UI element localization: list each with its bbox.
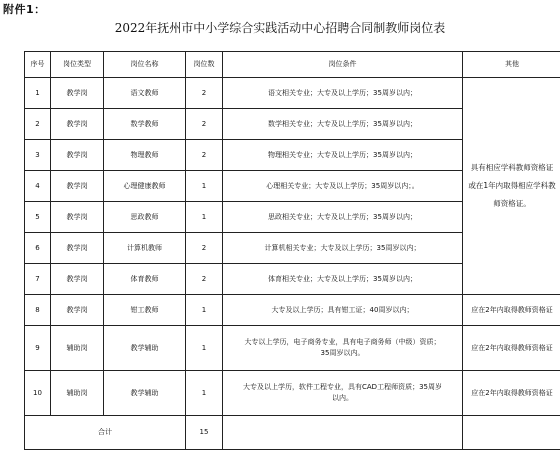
row-no: 1 <box>25 78 51 109</box>
row-name: 教学辅助 <box>104 371 186 416</box>
row-condition: 体育相关专业；大专及以上学历；35周岁以内； <box>223 264 463 295</box>
row-other: 应在2年内取得教师资格证 <box>463 326 560 371</box>
row-no: 10 <box>25 371 51 416</box>
row-count: 1 <box>186 202 223 233</box>
row-type: 教学岗 <box>51 264 104 295</box>
row-type: 教学岗 <box>51 109 104 140</box>
row-type: 教学岗 <box>51 171 104 202</box>
row-no: 4 <box>25 171 51 202</box>
total-label: 合计 <box>25 416 186 450</box>
row-other: 应在2年内取得教师资格证 <box>463 371 560 416</box>
total-condition-empty <box>223 416 463 450</box>
attachment-label: 附件1： <box>3 1 46 17</box>
header-no: 序号 <box>25 52 51 78</box>
row-name: 物理教师 <box>104 140 186 171</box>
table-row <box>25 326 560 371</box>
row-no: 9 <box>25 326 51 371</box>
row-no: 8 <box>25 295 51 326</box>
header-other: 其他 <box>463 52 560 78</box>
merged-other-note: 具有相应学科教师资格证或在1年内取得相应学科教师资格证。 <box>463 78 560 295</box>
row-name: 心理健康教师 <box>104 171 186 202</box>
table-header-row <box>25 52 560 78</box>
total-row <box>25 416 560 450</box>
row-condition: 心理相关专业；大专及以上学历；35周岁以内；。 <box>223 171 463 202</box>
row-count: 2 <box>186 233 223 264</box>
row-count: 1 <box>186 371 223 416</box>
row-no: 7 <box>25 264 51 295</box>
row-name: 教学辅助 <box>104 326 186 371</box>
row-condition: 语文相关专业；大专及以上学历；35周岁以内； <box>223 78 463 109</box>
row-count: 1 <box>186 171 223 202</box>
row-name: 计算机教师 <box>104 233 186 264</box>
table-row <box>25 371 560 416</box>
row-count: 2 <box>186 109 223 140</box>
header-count: 岗位数 <box>186 52 223 78</box>
table-row <box>25 295 560 326</box>
row-type: 教学岗 <box>51 140 104 171</box>
row-no: 2 <box>25 109 51 140</box>
row-condition: 计算机相关专业；大专及以上学历；35周岁以内； <box>223 233 463 264</box>
row-type: 教学岗 <box>51 78 104 109</box>
row-type: 教学岗 <box>51 295 104 326</box>
row-name: 体育教师 <box>104 264 186 295</box>
row-name: 数学教师 <box>104 109 186 140</box>
row-condition: 物理相关专业；大专及以上学历；35周岁以内； <box>223 140 463 171</box>
table-row <box>25 78 560 109</box>
header-condition: 岗位条件 <box>223 52 463 78</box>
row-count: 2 <box>186 78 223 109</box>
row-type: 教学岗 <box>51 202 104 233</box>
total-other-empty <box>463 416 560 450</box>
row-name: 语文教师 <box>104 78 186 109</box>
job-table <box>24 51 560 450</box>
row-count: 2 <box>186 264 223 295</box>
row-condition: 思政相关专业；大专及以上学历；35周岁以内； <box>223 202 463 233</box>
row-type: 辅助岗 <box>51 326 104 371</box>
row-no: 5 <box>25 202 51 233</box>
row-condition: 数学相关专业；大专及以上学历；35周岁以内； <box>223 109 463 140</box>
row-condition: 大专及以上学历，软件工程专业，具有CAD工程师资质；35周岁以内。 <box>223 371 463 416</box>
row-name: 思政教师 <box>104 202 186 233</box>
row-condition: 大专及以上学历；具有钳工证；40周岁以内； <box>223 295 463 326</box>
page-title: 2022年抚州市中小学综合实践活动中心招聘合同制教师岗位表 <box>0 19 560 36</box>
row-name: 钳工教师 <box>104 295 186 326</box>
row-type: 辅助岗 <box>51 371 104 416</box>
total-count: 15 <box>186 416 223 450</box>
row-no: 3 <box>25 140 51 171</box>
row-count: 1 <box>186 295 223 326</box>
row-count: 1 <box>186 326 223 371</box>
header-name: 岗位名称 <box>104 52 186 78</box>
row-condition: 大专以上学历，电子商务专业，具有电子商务师（中级）资质；35周岁以内。 <box>223 326 463 371</box>
row-other: 应在2年内取得教师资格证 <box>463 295 560 326</box>
header-type: 岗位类型 <box>51 52 104 78</box>
row-type: 教学岗 <box>51 233 104 264</box>
row-count: 2 <box>186 140 223 171</box>
row-no: 6 <box>25 233 51 264</box>
